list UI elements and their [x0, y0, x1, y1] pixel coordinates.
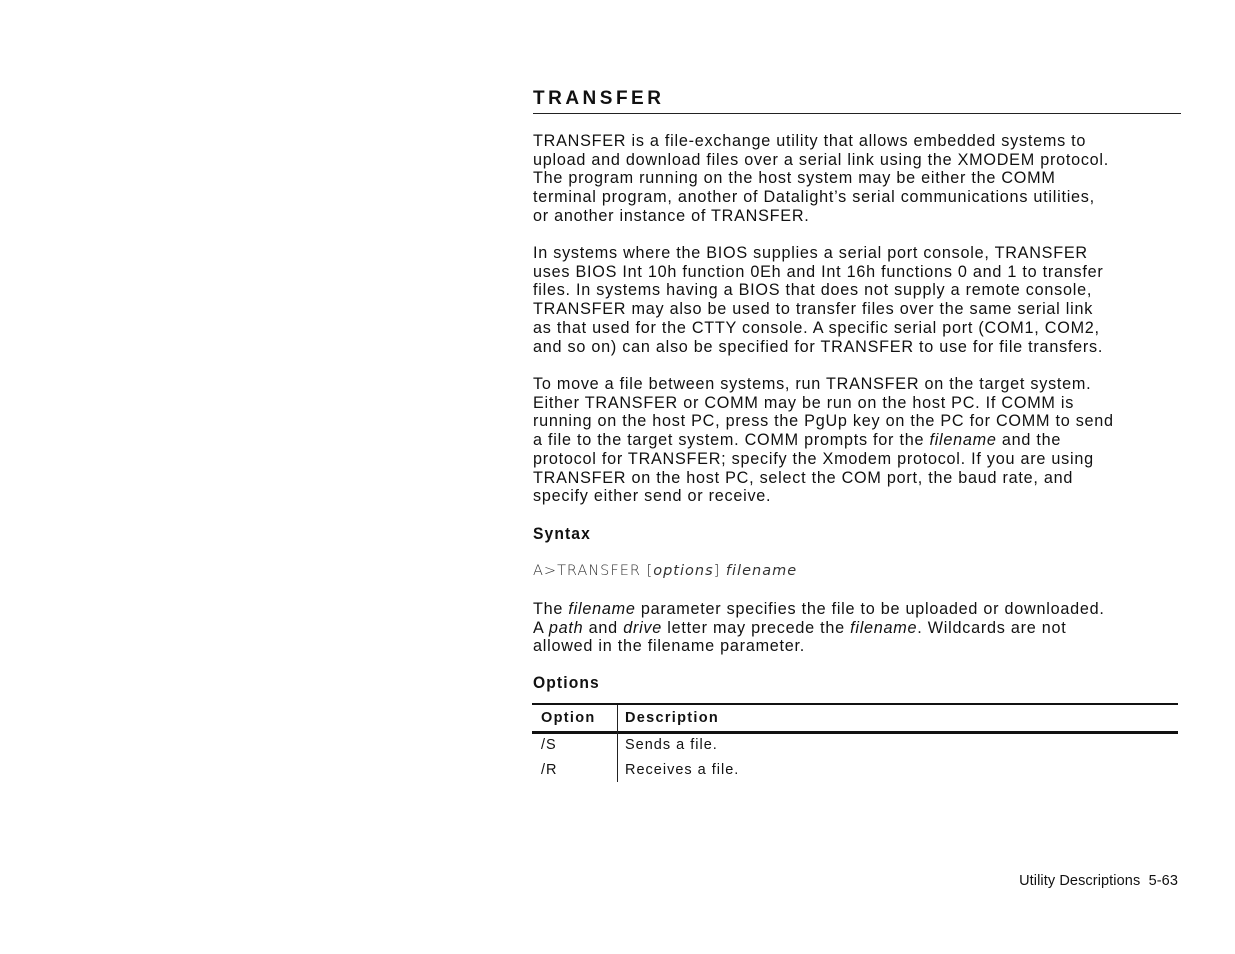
bios-paragraph: In systems where the BIOS supplies a serial port console, TRANSFER uses BIOS Int 10h function 0Eh and Int 16h functions 0 and 1 to transfer files. In systems having a BIOS that does not supply a remote console, TRANSFER may also be used to transfer files over the same serial link as that used for the CTTY console. A specific serial port (COM1, COM2, and so on) can also be specified for TRANSFER to use for file transfers. — [533, 244, 1104, 356]
usage-text-b: and the protocol for TRANSFER; specify the Xmodem protocol. If you are using TRANSFER on the host PC, select the COM port, the baud rate, and specify either send or receive. — [533, 431, 1094, 506]
table-cell-description: Receives a file. — [625, 762, 740, 778]
fp-em-filename: filename — [568, 600, 636, 618]
fp-text-b: parameter specifies the file to be uploaded or downloaded. A — [533, 600, 1105, 637]
fp-text-a: The — [533, 600, 569, 618]
intro-paragraph: TRANSFER is a file-exchange utility that allows embedded systems to upload and download files over a serial link using the XMODEM protocol. The program running on the host system may be either the COMM terminal program, another of Datalight’s serial communications utilities, or another instance of TRANSFER. — [533, 132, 1110, 225]
table-header-rule — [532, 731, 1178, 734]
fp-em-drive: drive — [623, 618, 663, 637]
table-cell-description: Sends a file. — [625, 737, 718, 753]
column-header-description: Description — [625, 710, 720, 726]
usage-filename-em: filename — [929, 431, 997, 450]
fp-text-d: letter may precede the — [662, 618, 851, 637]
usage-text-a: To move a file between systems, run TRANSFER on the target system. Either TRANSFER or COMM may be run on the host PC. If COMM is running on the host PC, press the PgUp key on the PC for COMM to send a file to the target system. COMM prompts for the — [533, 375, 1114, 450]
usage-paragraph — [533, 375, 1181, 506]
syntax-prefix: A>TRANSFER [ — [533, 563, 654, 579]
fp-em-path: path — [548, 618, 584, 637]
table-cell-option: /S — [541, 737, 557, 753]
column-header-option: Option — [541, 710, 596, 726]
table-cell-option: /R — [541, 762, 558, 778]
fp-text-e: . Wildcards are not allowed in the filename parameter. — [533, 618, 1067, 656]
syntax-heading: Syntax — [533, 524, 591, 543]
filename-paragraph — [533, 600, 1181, 656]
fp-em-filename-2: filename — [850, 618, 918, 637]
syntax-line — [533, 562, 797, 580]
table-column-divider — [617, 705, 618, 782]
syntax-mid: ] — [713, 563, 726, 579]
options-heading: Options — [533, 673, 600, 692]
fp-text-c: and — [583, 618, 624, 637]
section-title: TRANSFER — [533, 87, 1181, 114]
syntax-options: options — [653, 563, 714, 579]
page-footer: Utility Descriptions 5-63 — [1019, 873, 1178, 889]
syntax-filename: filename — [725, 563, 798, 579]
options-table — [532, 703, 1178, 783]
table-top-rule — [532, 703, 1178, 705]
